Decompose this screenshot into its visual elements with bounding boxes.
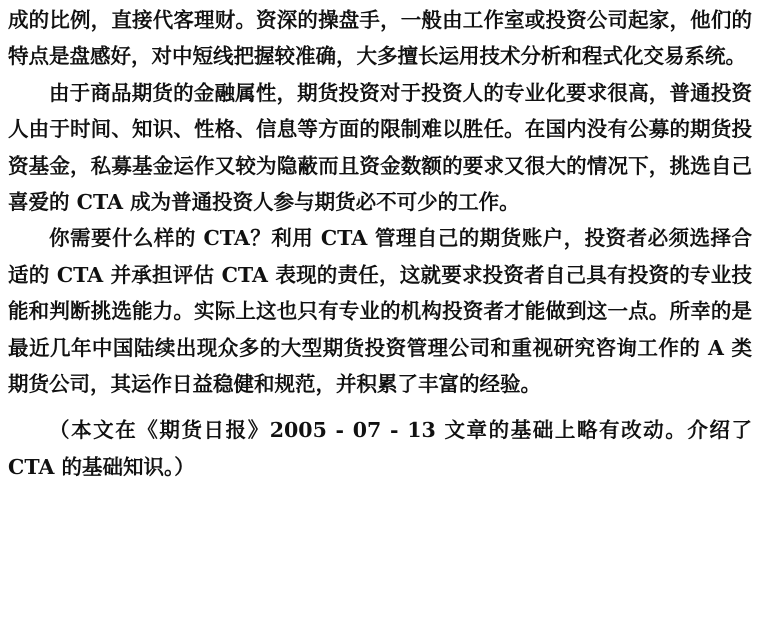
paragraph-choosing-cta: 你需要什么样的 CTA？利用 CTA 管理自己的期货账户，投资者必须选择合适的 CTA 并承担评估 CTA 表现的责任，这就要求投资者自己具有投资的专业技能和判断挑选能力。实际上这也只有专业的机构投资者才能做到这一点。所幸的是最近几年中国陆续出现众多的大型期货投资管理公司和重视研究咨询工作的 A 类期货公司，其运作日益稳健和规范，并积累了丰富的经验。 <box>8 226 752 397</box>
source-note: （本文在《期货日报》2005 - 07 - 13 文章的基础上略有改动。介绍了 CTA 的基础知识。） <box>8 418 752 479</box>
paragraph-continued: 成的比例，直接代客理财。资深的操盘手，一般由工作室或投资公司起家，他们的特点是盘感好，对中短线把握较准确，大多擅长运用技术分析和程式化交易系统。 <box>8 8 752 69</box>
paragraph-futures-investment: 由于商品期货的金融属性，期货投资对于投资人的专业化要求很高，普通投资人由于时间、知识、性格、信息等方面的限制难以胜任。在国内没有公募的期货投资基金，私募基金运作又较为隐蔽而且资金数额的要求又很大的情况下，挑选自己喜爱的 CTA 成为普通投资人参与期货必不可少的工作。 <box>8 80 752 215</box>
